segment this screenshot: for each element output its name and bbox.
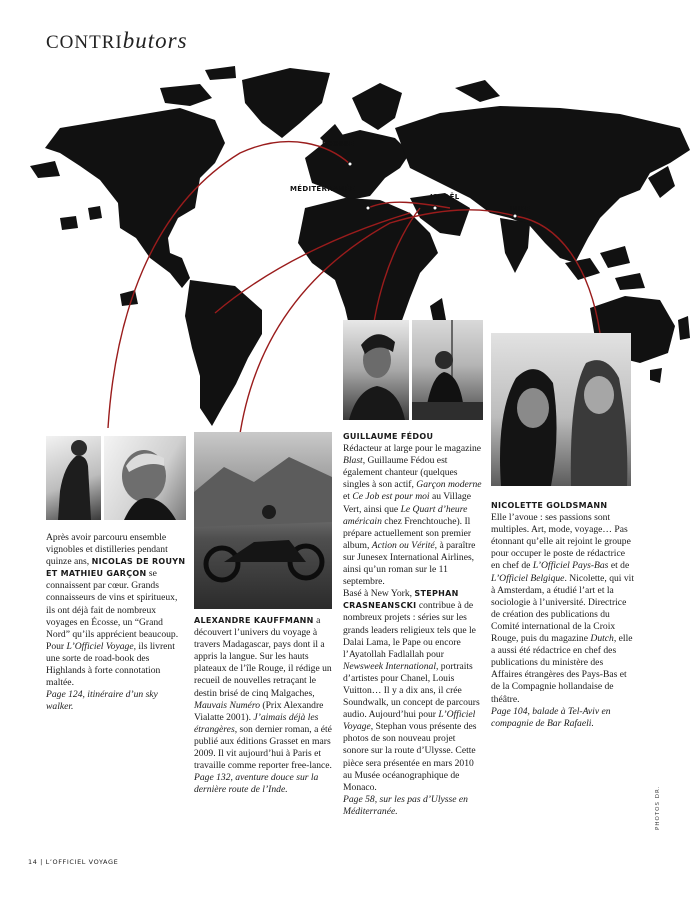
text-column-goldsmann: NICOLETTE GOLDSMANN Elle l’avoue : ses passions sont multiples. Art, mode, voyage… Pas étonnant qu’elle ait rejoint le groupe pour occuper le poste de rédactrice en chef de L’Officiel Pays-Bas et de L’Officiel Belgique. Nicolette, qui vit à Amsterdam, a étudié l’art et la sociologie à l’université. Directrice de création des publications du Comité international de la Croix Rouge, puis du magazine Dutch, elle a aussi été rédactrice en chef des publications du ministère des Affaires étrangères des Pays-Bas et de la Compagnie hollandaise de théâtre. Page 104, balade à Tel-Aviv en compagnie de Bar Rafaeli.: [491, 501, 634, 729]
page-footer: 14 | L’OFFICIEL VOYAGE: [28, 858, 119, 866]
map-label-inde: INDE: [510, 205, 531, 213]
photo-guillaume-fedou: [343, 320, 409, 420]
name-guillaume-fedou: GUILLAUME FÉDOU: [343, 432, 434, 441]
page-ref-rouyn-garcon: Page 124, itinéraire d’un sky walker.: [46, 689, 158, 713]
page-ref-goldsmann: Page 104, balade à Tel-Aviv en compagnie de Bar Rafaeli.: [491, 705, 611, 729]
photo-nicolette-goldsmann: [491, 333, 631, 486]
map-label-mediterranee: MÉDITERRANÉE: [290, 185, 355, 193]
photo-credit: PHOTOS DR.: [655, 785, 661, 830]
text-column-kauffmann: ALEXANDRE KAUFFMANN a découvert l’univers du voyage à travers Madagascar, pays dont il a appris la langue. Sur les hauts plateaux de l’île Rouge, il rédige un recueil de nouvelles retraçant le destin brisé de cinq Malgaches, Mauvais Numéro (Prix Alexandre Vialatte 2001). J’aimais déjà les étrangères, son dernier roman, a été publié aux éditions Grasset en mars 2009. Il vit aujourd’hui à Paris et travaille comme reporter free-lance. Page 132, aventure douce sur la dernière route de l’Inde.: [194, 615, 334, 796]
photo-alexandre-kauffmann: [194, 432, 332, 609]
name-nicolette-goldsmann: NICOLETTE GOLDSMANN: [491, 501, 608, 510]
photo-stephan-crasneanscki: [412, 320, 483, 420]
page-ref-kauffmann: Page 132, aventure douce sur la dernière route de l’Inde.: [194, 772, 319, 796]
photo-mathieu-garcon: [104, 436, 186, 520]
page-number: 14: [28, 858, 38, 866]
text-column-fedou-crasneanscki: GUILLAUME FÉDOU Rédacteur at large pour le magazine Blast, Guillaume Fédou est également chanteur (quelques singles à son actif, Garçon moderne et Ce Job est pour moi au Village Vert, ainsi que Le Quart d’heure américain chez Frenchtouche). Il prépare actuellement son premier album, Action ou Vérité, à paraître sur Junesex International Airlines, ainsi qu’un roman sur le 11 septembre. Basé à New York, STEPHAN CRASNEANSCKI contribue à de nombreux projets : séries sur les grands leaders religieux tels que le Dalai Lama, le Pape ou encore l’Ayatollah Fadlallah pour Newsweek International, portraits d’artistes pour Chanel, Louis Vuitton… Il y a dix ans, il crée Soundwalk, un concept de parcours audio. Aujourd’hui pour L’Officiel Voyage, Stephan vous présente des photos de son nouveau projet sonore sur la route d’Ulysse. Cette pièce sera présentée en mars 2010 au Musée océanographique de Monaco. Page 58, sur les pas d’Ulysse en Méditerranée.: [343, 432, 482, 817]
map-label-ecosse: ÉCOSSE: [322, 140, 355, 148]
page-ref-crasneanscki: Page 58, sur les pas d’Ulysse en Méditerranée.: [343, 793, 468, 817]
photo-nicolas-de-rouyn: [46, 436, 101, 520]
page-title: CONTRIbutors: [46, 28, 188, 53]
text-column-rouyn-garcon: Après avoir parcouru ensemble vignobles et distilleries pendant quinze ans, NICOLAS DE ROUYN ET MATHIEU GARÇON se connaissent par cœur. Grands connaisseurs de vins et spiritueux, ils ont déjà fait de nombreux voyages en Écosse, un “Grand Nord” qu’ils apprécient beaucoup. Pour L’Officiel Voyage, ils livrent une sorte de road-book des Highlands à forte connotation maltée. Page 124, itinéraire d’un sky walker.: [46, 532, 186, 713]
map-label-israel: ISRAËL: [430, 193, 460, 201]
magazine-name: L’OFFICIEL VOYAGE: [45, 858, 119, 866]
